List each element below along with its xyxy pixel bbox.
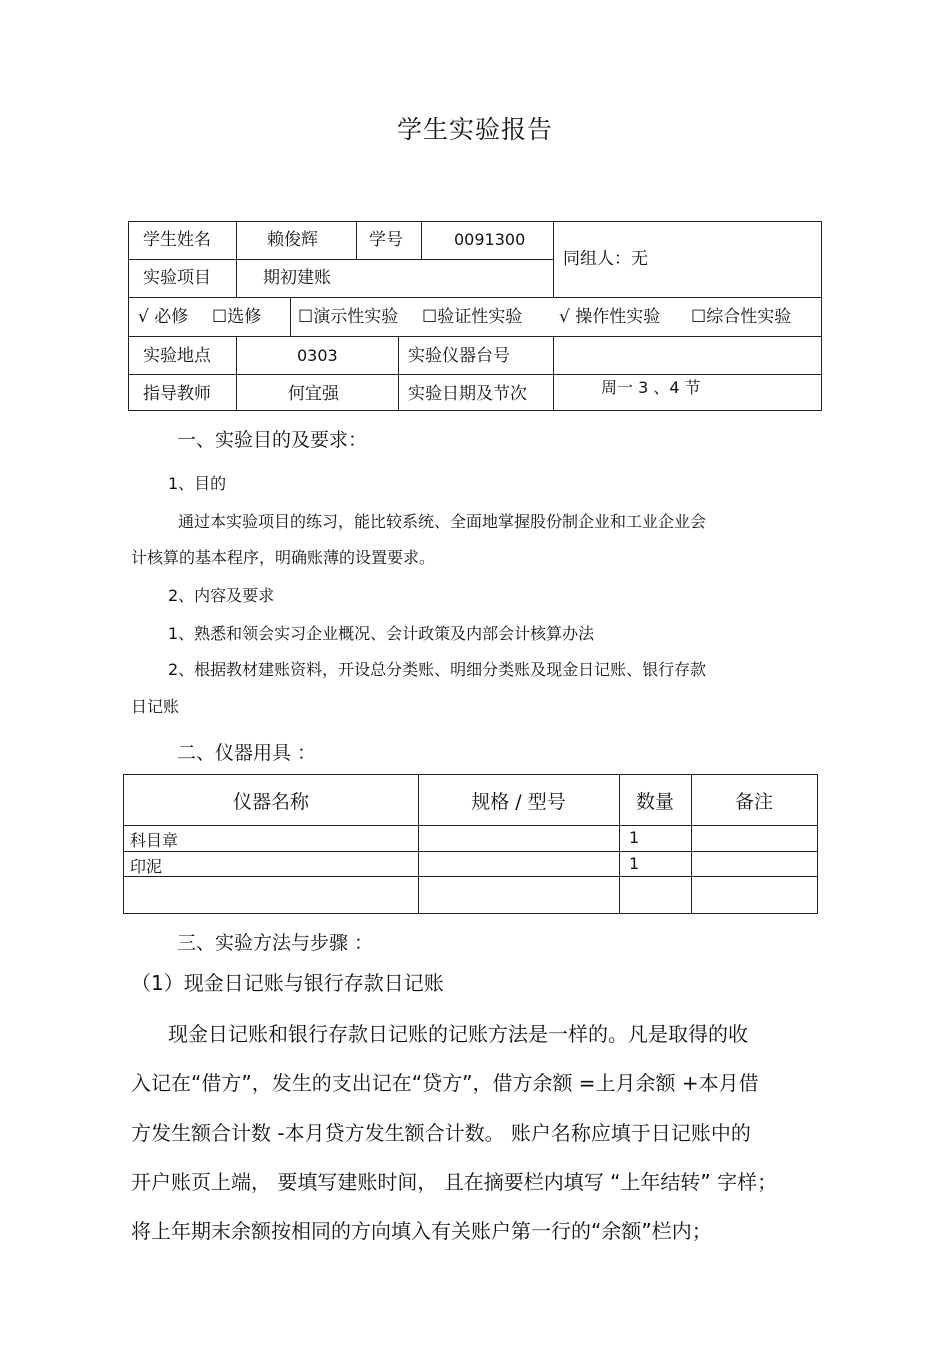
student-name: 赖俊辉 bbox=[267, 230, 318, 250]
equipment-table bbox=[123, 774, 818, 914]
row1-quantity: 1 bbox=[629, 828, 640, 847]
project-label: 实验项目 bbox=[143, 268, 211, 288]
purpose-subheading: 1、目的 bbox=[168, 474, 227, 493]
teacher-label: 指导教师 bbox=[143, 384, 211, 404]
method-line-5: 将上年期末余额按相同的方向填入有关账户第一行的“余额”栏内； bbox=[131, 1219, 712, 1243]
content-subheading: 2、内容及要求 bbox=[168, 586, 275, 605]
type-operation: √ 操作性实验 bbox=[559, 307, 661, 327]
place-label: 实验地点 bbox=[143, 346, 211, 366]
requirement-1: 1、熟悉和领会实习企业概况、会计政策及内部会计核算办法 bbox=[168, 624, 595, 643]
row2-name: 印泥 bbox=[130, 857, 163, 876]
type-elective: ☐选修 bbox=[212, 307, 262, 327]
method-line-3: 方发生额合计数 -本月贷方发生额合计数。 账户名称应填于日记账中的 bbox=[131, 1121, 751, 1145]
name-label: 学生姓名 bbox=[143, 230, 211, 250]
student-info-table bbox=[128, 221, 822, 411]
header-spec: 规格 / 型号 bbox=[471, 791, 566, 813]
type-demo: ☐演示性实验 bbox=[298, 307, 399, 327]
section1-heading: 一、实验目的及要求： bbox=[177, 429, 368, 451]
instrument-label: 实验仪器台号 bbox=[408, 346, 510, 366]
row2-quantity: 1 bbox=[629, 854, 640, 873]
requirement-2-line2: 日记账 bbox=[131, 697, 180, 716]
type-verify: ☐验证性实验 bbox=[422, 307, 523, 327]
type-comprehensive: ☐综合性实验 bbox=[691, 307, 792, 327]
section3-subheading: （1）现金日记账与银行存款日记账 bbox=[131, 971, 444, 995]
teacher-name: 何宜强 bbox=[288, 384, 339, 404]
id-label: 学号 bbox=[369, 230, 403, 250]
method-line-4: 开户账页上端， 要填写建账时间， 且在摘要栏内填写 “上年结转” 字样； bbox=[131, 1170, 778, 1194]
section3-heading: 三、实验方法与步骤 ： bbox=[177, 932, 374, 954]
method-line-1: 现金日记账和银行存款日记账的记账方法是一样的。凡是取得的收 bbox=[168, 1022, 748, 1046]
header-remark: 备注 bbox=[734, 791, 773, 813]
place-value: 0303 bbox=[297, 346, 338, 365]
header-quantity: 数量 bbox=[635, 791, 674, 813]
row1-name: 科目章 bbox=[130, 831, 179, 850]
group-label: 同组人：无 bbox=[563, 249, 648, 269]
student-id: 0091300 bbox=[454, 230, 526, 249]
header-name: 仪器名称 bbox=[232, 791, 309, 813]
project-name: 期初建账 bbox=[263, 268, 331, 288]
type-required: √ 必修 bbox=[138, 307, 189, 327]
purpose-text-line2: 计核算的基本程序，明确账薄的设置要求。 bbox=[131, 548, 436, 567]
date-label: 实验日期及节次 bbox=[408, 384, 527, 404]
page-title: 学生实验报告 bbox=[396, 115, 553, 144]
section2-heading: 二、仪器用具 ： bbox=[177, 742, 317, 764]
date-value: 周一 3 、4 节 bbox=[601, 378, 701, 397]
purpose-text-line1: 通过本实验项目的练习，能比较系统、全面地掌握股份制企业和工业企业会 bbox=[178, 512, 707, 531]
method-line-2: 入记在“借方”，发生的支出记在“贷方”，借方余额 =上月余额 +本月借 bbox=[131, 1071, 759, 1095]
requirement-2-line1: 2、根据教材建账资料，开设总分类账、明细分类账及现金日记账、银行存款 bbox=[168, 660, 707, 679]
